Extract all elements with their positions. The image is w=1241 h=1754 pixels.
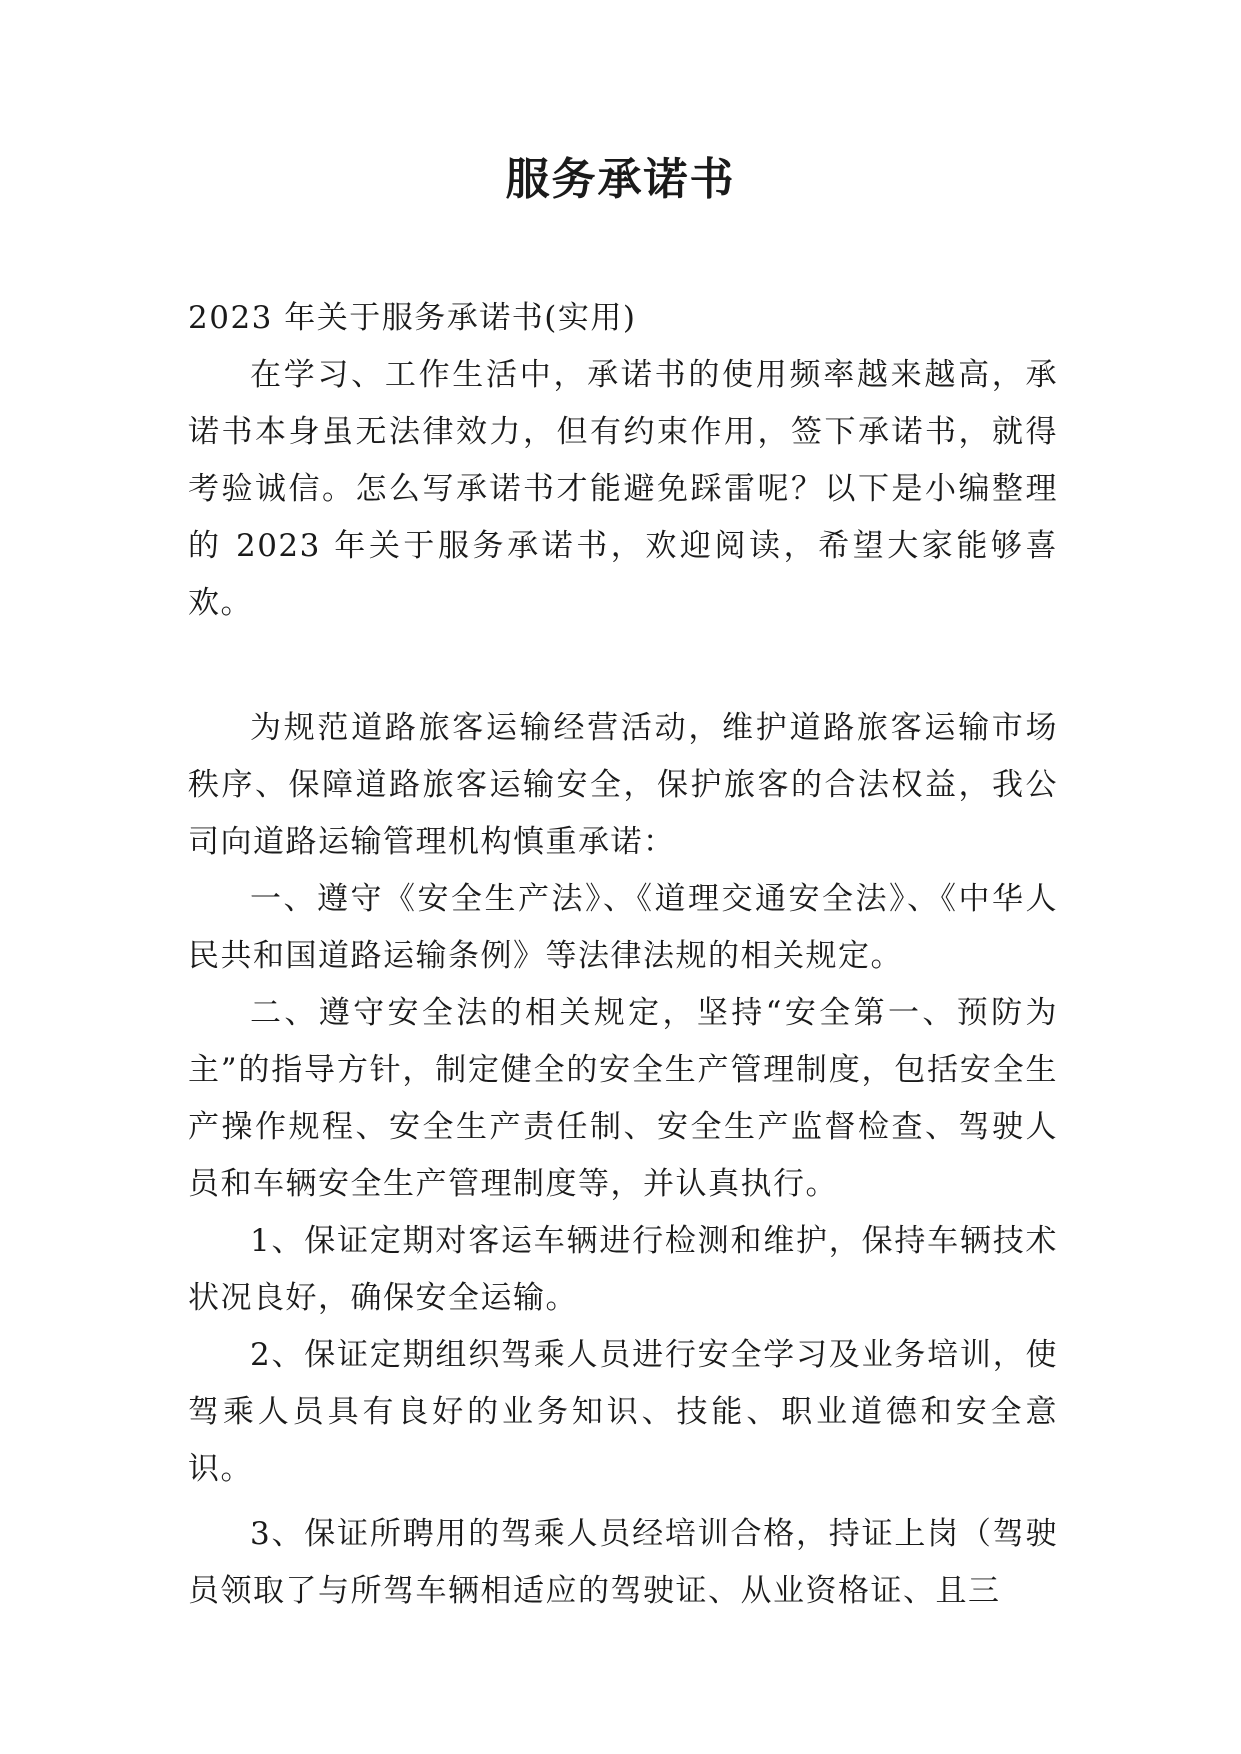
body-paragraph: 一、遵守《安全生产法》、《道理交通安全法》、《中华人民共和国道路运输条例》等法律法规的相关规定。 bbox=[188, 881, 1058, 974]
intro-paragraph: 在学习、工作生活中，承诺书的使用频率越来越高，承诺书本身虽无法律效力，但有约束作用，签下承诺书，就得考验诚信。怎么写承诺书才能避免踩雷呢？以下是小编整理的 2023 年关于服务承诺书，欢迎阅读，希望大家能够喜欢。 bbox=[188, 357, 1058, 621]
document-title: 服务承诺书 bbox=[505, 154, 736, 205]
document-body bbox=[188, 290, 1058, 1620]
body-paragraph: 为规范道路旅客运输经营活动，维护道路旅客运输市场秩序、保障道路旅客运输安全，保护旅客的合法权益，我公司向道路运输管理机构慎重承诺： bbox=[188, 710, 1058, 860]
body-paragraph: 1、保证定期对客运车辆进行检测和维护，保持车辆技术状况良好，确保安全运输。 bbox=[188, 1223, 1058, 1316]
document-subtitle: 2023 年关于服务承诺书(实用) bbox=[188, 300, 637, 336]
body-paragraph: 二、遵守安全法的相关规定，坚持“安全第一、预防为主”的指导方针，制定健全的安全生产管理制度，包括安全生产操作规程、安全生产责任制、安全生产监督检查、驾驶人员和车辆安全生产管理制度等，并认真执行。 bbox=[188, 995, 1058, 1202]
body-paragraph: 2、保证定期组织驾乘人员进行安全学习及业务培训，使驾乘人员具有良好的业务知识、技能、职业道德和安全意识。 bbox=[188, 1337, 1058, 1487]
body-paragraph: 3、保证所聘用的驾乘人员经培训合格，持证上岗（驾驶员领取了与所驾车辆相适应的驾驶证、从业资格证、且三 bbox=[188, 1516, 1058, 1609]
